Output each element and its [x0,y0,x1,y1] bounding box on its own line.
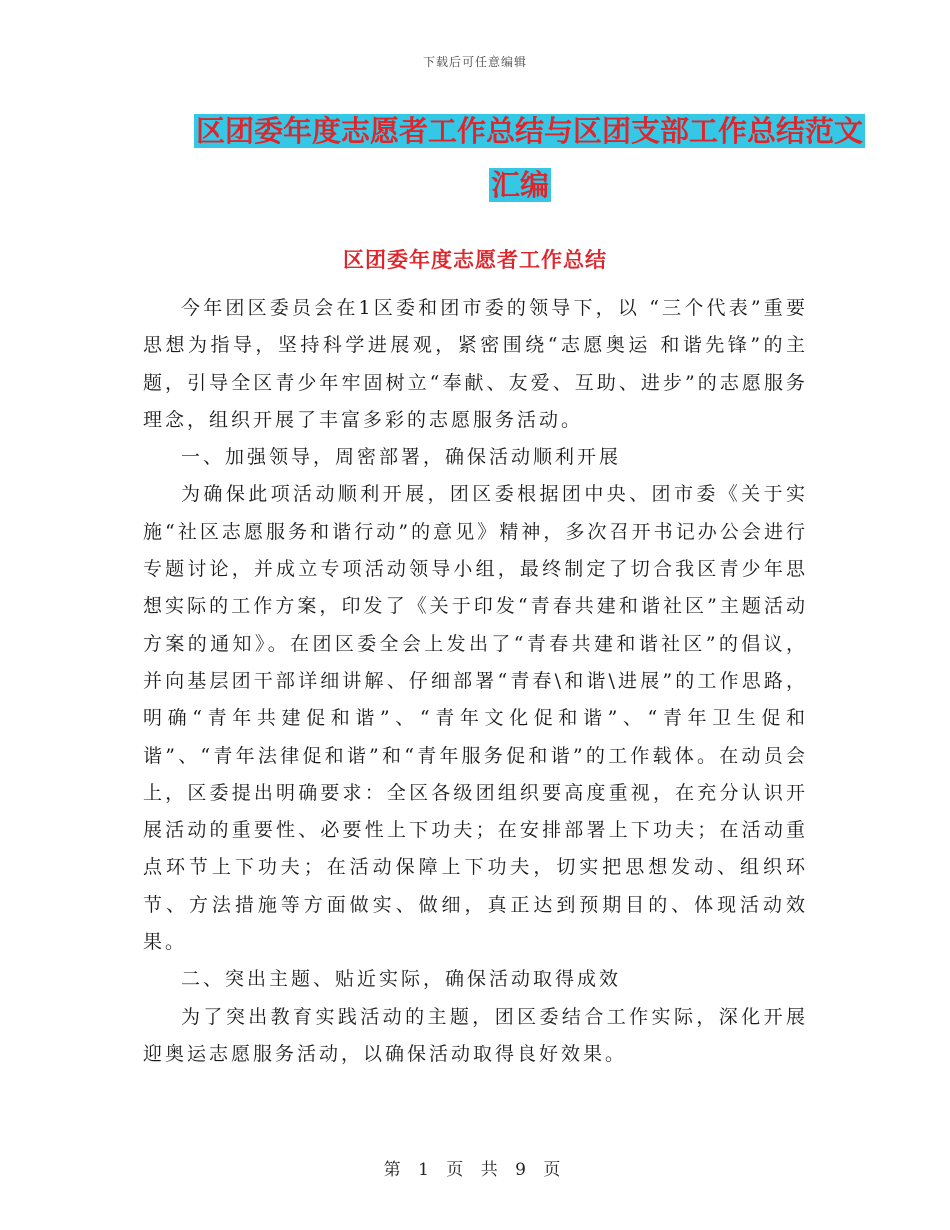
heading-2: 二、突出主题、贴近实际，确保活动取得成效 [181,968,622,991]
heading-1: 一、加强领导，周密部署，确保活动顺利开展 [181,446,622,469]
paragraph-2: 为了突出教育实践活动的主题，团区委结合工作实际，深化开展迎奥运志愿服务活动，以确保活动取得良好效果。 [143,1005,808,1065]
paragraph-1: 为确保此项活动顺利开展，团区委根据团中央、团市委《关于实施“社区志愿服务和谐行动”的意见》精神，多次召开书记办公会进行专题讨论，并成立专项活动领导小组，最终制定了切合我区青少年思想实际的工作方案，印发了《关于印发“青春共建和谐社区”主题活动方案的通知》。在团区委全会上发出了“青春共建和谐社区”的倡议，并向基层团干部详细讲解、仔细部署“青春\和谐\进展”的工作思路，明确“青年共建促和谐”、“青年文化促和谐”、“青年卫生促和谐”、“青年法律促和谐”和“青年服务促和谐”的工作载体。在动员会上，区委提出明确要求：全区各级团组织要高度重视，在充分认识开展活动的重要性、必要性上下功夫；在安排部署上下功夫；在活动重点环节上下功夫；在活动保障上下功夫，切实把思想发动、组织环节、方法措施等方面做实、做细，真正达到预期目的、体现活动效果。 [143,483,808,954]
document-title [190,110,864,206]
section-title: 区团委年度志愿者工作总结 [343,247,607,272]
title-line-2-text: 汇编 [490,168,549,202]
paragraph-intro: 今年团区委员会在1区委和团市委的领导下，以 “三个代表”重要思想为指导，坚持科学进展观，紧密围绕“志愿奥运 和谐先锋”的主题，引导全区青少年牢固树立“奉献、友爱、互助、进步”的志愿服务理念，组织开展了丰富多彩的志愿服务活动。 [143,297,808,431]
header-note: 下载后可任意编辑 [422,55,527,69]
title-line-1 [194,110,864,152]
body-text [143,290,808,1073]
title-line-2 [230,164,810,206]
page-number: 第 1 页 共 9 页 [383,1160,567,1180]
title-line-1-text: 区团委年度志愿者工作总结与区团支部工作总结范文 [196,114,864,148]
